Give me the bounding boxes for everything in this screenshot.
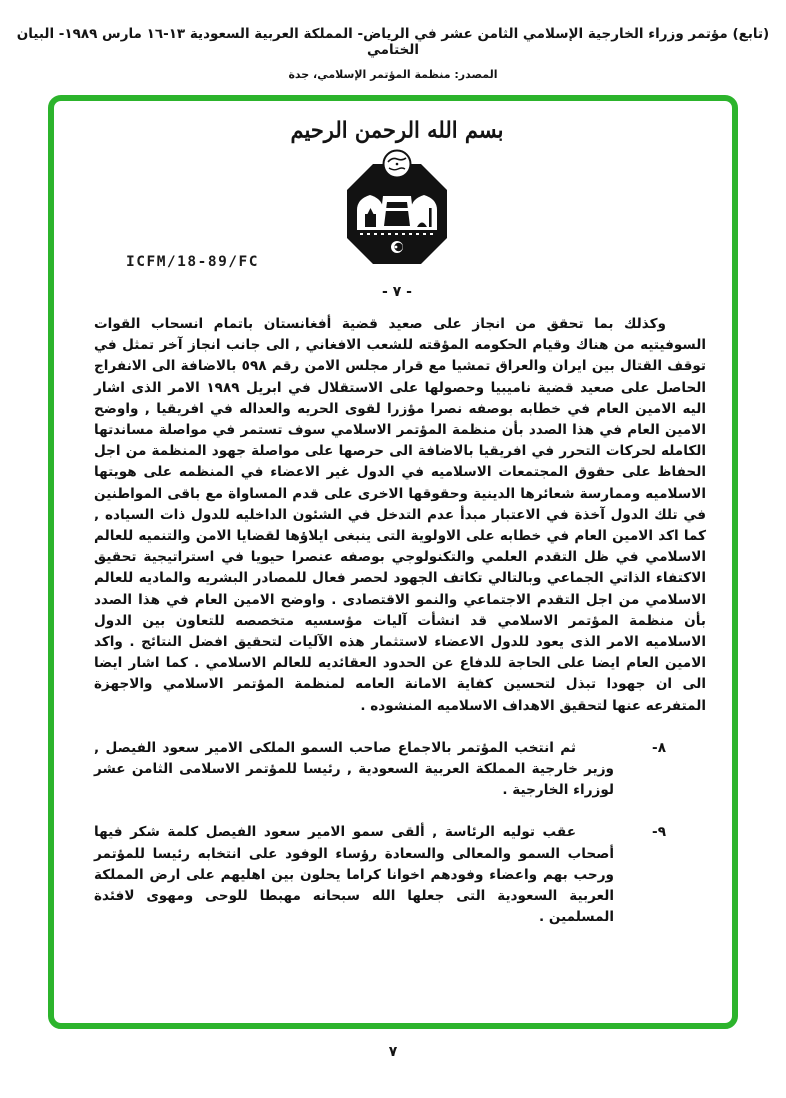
emblem-row	[84, 148, 710, 276]
item-number: ٩-	[652, 824, 666, 841]
oic-octagon-emblem-icon	[336, 148, 458, 274]
numbered-item-8	[94, 738, 706, 802]
page-marker: - ٧ -	[382, 284, 412, 300]
document-reference: ICFM/18-89/FC	[126, 254, 259, 270]
footer-page-number: ٧	[388, 1044, 398, 1060]
item-text: عقب توليه الرئاسة , ألقى سمو الامير سعود الفيصل كلمة شكر فيها أصحاب السمو والمعالى والسعادة رؤساء الوفود على انتخابه رئيسا للمؤتمر ورحب بهم واعضاء وفودهم اخوانا كراما يحلون بين اهليهم على ارض المملكة العربية السعودية التى جعلها الله سبحانه مهبطا للوحى ومهوى لافئدة المسلمين .	[94, 824, 614, 926]
source-line: المصدر: منظمة المؤتمر الإسلامي، جدة	[288, 68, 498, 81]
bismillah-calligraphy: بسم الله الرحمن الرحيم	[290, 116, 504, 143]
numbered-item-9	[94, 822, 706, 928]
item-text: ثم انتخب المؤتمر بالاجماع صاحب السمو الملكى الامير سعود الفيصل , وزير خارجية المملكة العربية السعودية , رئيسا للمؤتمر الاسلامى الثامن عشر لوزراء الخارجية .	[94, 739, 614, 799]
document-frame	[48, 95, 738, 1029]
item-number: ٨-	[652, 739, 666, 756]
conference-title: (تابع) مؤتمر وزراء الخارجية الإسلامي الثامن عشر في الرياض- المملكة العربية السعودية ١٣-١٦ مارس ١٩٨٩- البيان الختامي	[16, 26, 770, 58]
document-body	[84, 314, 710, 928]
main-paragraph: وكذلك بما تحقق من انجاز على صعيد قضية أفغانستان باتمام انسحاب القوات السوفيتيه من هناك وقيام الحكومه المؤقته للشعب الافغاني , الى جانب انجاز آخر تمثل في توقف القتال بين ايران والعراق تمشيا مع قرار مجلس الامن رقم ٥٩٨ بالاضافة الى الانفراج الحاصل على صعيد قضية ناميبيا وحصولها على الاستقلال في ابريل ١٩٨٩ الامر الذى اشار اليه الامين العام في خطابه بوصفه نصرا مؤزرا لقوى الحريه والعداله في افريقيا , واوضح الامين العام في هذا الصدد بأن منظمة المؤتمر الاسلامي سوف تستمر في مواصلة مساندتها الكامله لحركات التحرر في افريقيا بالاضافة الى حرصها على مواصلة جهود المنظمة من اجل الحفاظ على حقوق المجتمعات الاسلاميه في الدول غير الاعضاء في المنظمه على هويتها الاسلاميه وممارسة شعائرها الدينية وحقوقها الاخرى على قدم المساواة مع باقى المواطنين في تلك الدول آخذة في الاعتبار مبدأ عدم التدخل في الشئون الداخليه للدول ذات السياده , كما اكد الامين العام في خطابه على الاولوية التى ينبغى ايلاؤها لقضايا الامن والتنميه للعالم الاسلامي في ظل التقدم العلمي والتكنولوجي بوصفه عنصرا حيويا في استراتيجية تحقيق الاكتفاء الذاتي الجماعي وبالتالي تكاتف الجهود لحصر فعال للمصادر البشريه والماديه للعالم الاسلامي من اجل التقدم الاجتماعي والنمو الاقتصادى . واوضح الامين العام في هذا الصدد بأن منظمة المؤتمر الاسلامي قد انشأت آليات مؤسسيه متخصصه للتعاون بين الدول الاسلاميه الامر الذى يعود للدول الاعضاء لاستثمار هذه الآليات لتحقيق افضل النتائج . واكد الامين العام ايضا على الحاجة للدفاع عن الحدود العقائديه للعالم الاسلامي . كما اشار ايضا الى ان جهودا تبذل لتحسين كفاية الامانة العامه لمنظمة المؤتمر الاسلامي والاجهزة المتفرعه عنها لتحقيق الاهداف الاسلاميه المنشوده .	[94, 316, 707, 714]
page-header	[0, 0, 786, 81]
